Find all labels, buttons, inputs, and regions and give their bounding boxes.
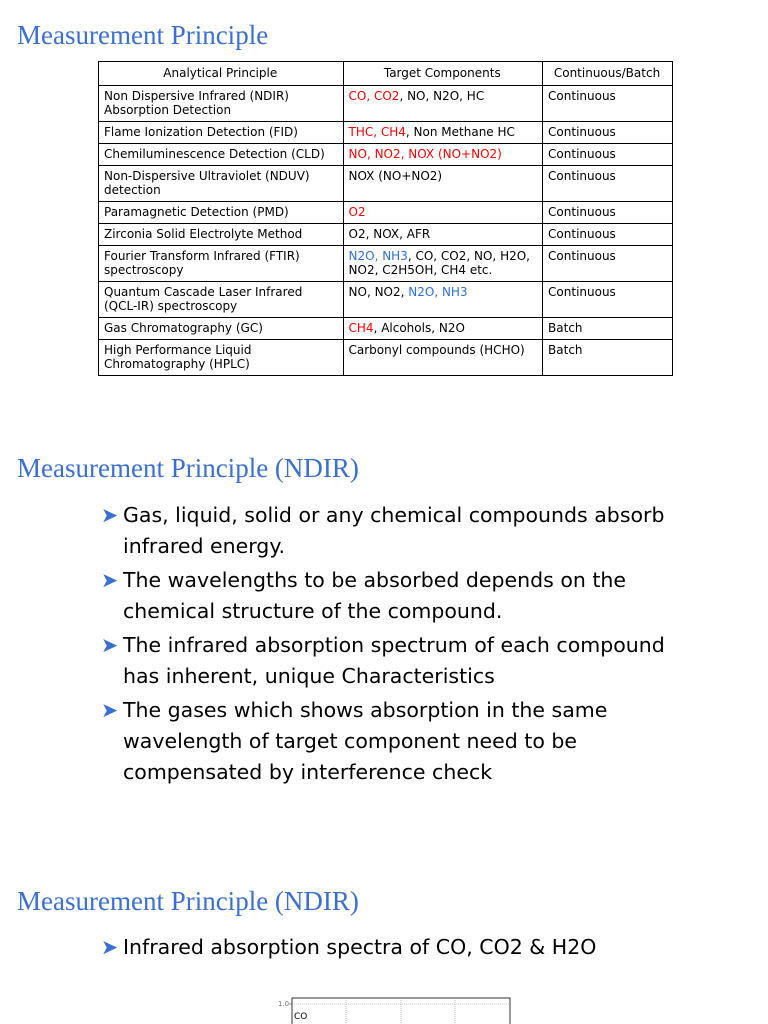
cell-continuous-batch: Continuous (543, 86, 673, 122)
cell-target-components (343, 144, 543, 166)
bullet-list (101, 500, 701, 791)
component-text: N2O, NH3 (408, 285, 468, 299)
cell-target-components (343, 86, 543, 122)
cell-target-components (343, 202, 543, 224)
table-row (99, 86, 673, 122)
table-row (99, 122, 673, 144)
section-heading-measurement-principle: Measurement Principle (17, 20, 269, 50)
series-label-co: CO (294, 1012, 308, 1022)
cell-continuous-batch: Batch (543, 318, 673, 340)
cell-analytical-principle: Non Dispersive Infrared (NDIR) Absorption Detection (99, 86, 344, 122)
section-heading-ndir: Measurement Principle (NDIR) (17, 453, 359, 483)
component-text: NO, NO2, (348, 285, 409, 299)
component-text: CO, CO2 (348, 89, 400, 103)
right-arrow-icon: ➤ (101, 568, 119, 592)
bullet-item (101, 630, 701, 692)
right-arrow-icon: ➤ (101, 935, 119, 959)
cell-analytical-principle: Zirconia Solid Electrolyte Method (99, 224, 344, 246)
right-arrow-icon: ➤ (101, 698, 119, 722)
table-row (99, 202, 673, 224)
cell-continuous-batch: Continuous (543, 282, 673, 318)
cell-target-components (343, 318, 543, 340)
component-text: NOX (NO+NO2) (348, 169, 443, 183)
cell-target-components (343, 282, 543, 318)
table-row (99, 166, 673, 202)
table-header-row (99, 62, 673, 86)
component-text: , Non Methane HC (405, 125, 515, 139)
bullet-text: Gas, liquid, solid or any chemical compounds absorb infrared energy. (123, 503, 665, 558)
component-text: , NO, N2O, HC (399, 89, 485, 103)
component-text: THC, CH4 (348, 125, 406, 139)
table-row (99, 340, 673, 376)
bullet-item (101, 500, 701, 562)
component-text: , CO, CO2, NO, H2O, NO2, C2H5OH, CH4 etc. (348, 249, 530, 277)
table-row (99, 282, 673, 318)
table-row (99, 224, 673, 246)
table-row (99, 318, 673, 340)
header-target-components: Target Components (343, 62, 543, 86)
component-text: N2O, NH3 (348, 249, 408, 263)
component-text: , Alcohols, N2O (373, 321, 465, 335)
component-text: O2, NOX, AFR (348, 227, 431, 241)
absorption-spectrum-chart (270, 996, 520, 1024)
bullet-list-spectra (101, 932, 701, 966)
cell-target-components (343, 246, 543, 282)
bullet-text: The wavelengths to be absorbed depends on the chemical structure of the compound. (123, 568, 627, 623)
cell-analytical-principle: Quantum Cascade Laser Infrared (QCL-IR) spectroscopy (99, 282, 344, 318)
header-continuous-batch: Continuous/Batch (543, 62, 673, 86)
cell-analytical-principle: Non-Dispersive Ultraviolet (NDUV) detection (99, 166, 344, 202)
cell-continuous-batch: Continuous (543, 122, 673, 144)
cell-analytical-principle: Paramagnetic Detection (PMD) (99, 202, 344, 224)
component-text: O2 (348, 205, 366, 219)
section-heading-ndir-spectra: Measurement Principle (NDIR) (17, 886, 359, 916)
cell-analytical-principle: High Performance Liquid Chromatography (HPLC) (99, 340, 344, 376)
cell-target-components (343, 224, 543, 246)
principles-table (98, 61, 673, 376)
cell-target-components (343, 340, 543, 376)
table-row (99, 144, 673, 166)
component-text: CH4 (348, 321, 374, 335)
cell-analytical-principle: Gas Chromatography (GC) (99, 318, 344, 340)
bullet-text: The infrared absorption spectrum of each compound has inherent, unique Characteristics (123, 633, 665, 688)
cell-continuous-batch: Batch (543, 340, 673, 376)
cell-continuous-batch: Continuous (543, 224, 673, 246)
right-arrow-icon: ➤ (101, 633, 119, 657)
cell-analytical-principle: Fourier Transform Infrared (FTIR) spectroscopy (99, 246, 344, 282)
component-text: NO, NO2, NOX (NO+NO2) (348, 147, 502, 161)
cell-analytical-principle: Chemiluminescence Detection (CLD) (99, 144, 344, 166)
header-analytical-principle: Analytical Principle (99, 62, 344, 86)
cell-target-components (343, 166, 543, 202)
bullet-item (101, 695, 701, 788)
table-row (99, 246, 673, 282)
cell-analytical-principle: Flame Ionization Detection (FID) (99, 122, 344, 144)
bullet-text: The gases which shows absorption in the same wavelength of target component need to be compensated by interference check (123, 698, 608, 784)
right-arrow-icon: ➤ (101, 503, 119, 527)
cell-continuous-batch: Continuous (543, 246, 673, 282)
cell-continuous-batch: Continuous (543, 166, 673, 202)
bullet-item (101, 565, 701, 627)
cell-continuous-batch: Continuous (543, 202, 673, 224)
bullet-item (101, 932, 701, 963)
cell-continuous-batch: Continuous (543, 144, 673, 166)
bullet-text: Infrared absorption spectra of CO, CO2 & H2O (123, 935, 597, 959)
y-tick-label: 1.0 (278, 1000, 290, 1008)
cell-target-components (343, 122, 543, 144)
component-text: Carbonyl compounds (HCHO) (348, 343, 525, 357)
